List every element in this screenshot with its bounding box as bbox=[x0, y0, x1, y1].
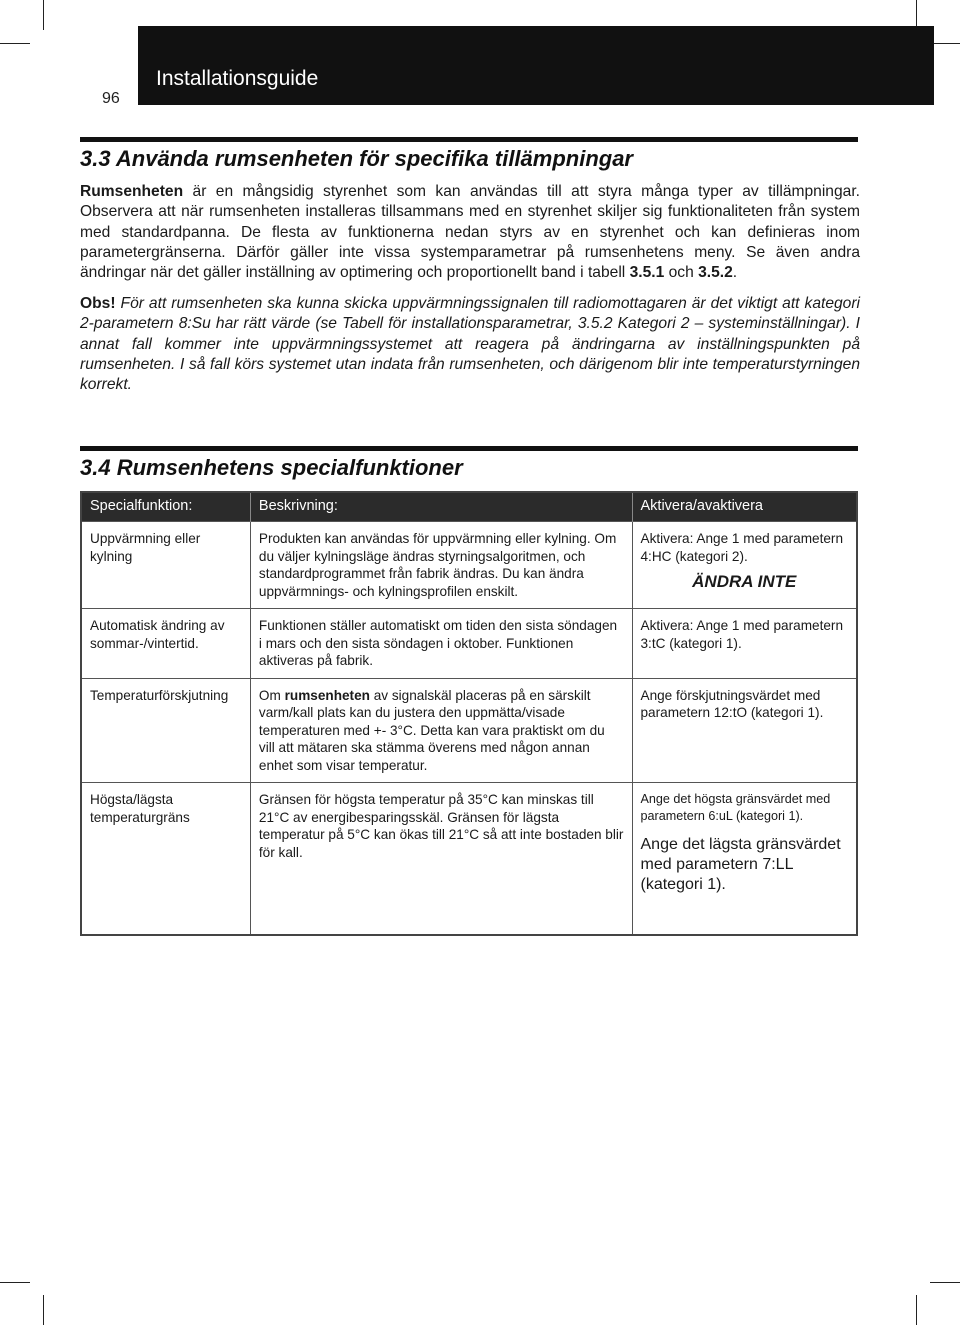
crop-mark bbox=[930, 43, 960, 44]
column-header: Beskrivning: bbox=[250, 492, 632, 522]
table-reference: 3.5.2 bbox=[698, 264, 733, 282]
obs-text: För att rumsenheten ska kunna skicka uppvärmningssignalen till radiomottagaren är det viktigt att kategori 2-parametern 8:Su har rätt värde (se Tabell för installationsparametrar, 3.5.2 Kategori 2 – systeminställningar). I annat fall kommer inte uppvärmningssystemet att reagera på ändringarna av inställningspunkten på rumsenheten. I så fall körs systemet utan indata från rumsenheten, och därigenom blir inte temperaturstyrningen korrekt. bbox=[80, 295, 860, 394]
table-row bbox=[81, 678, 857, 783]
section-rule bbox=[80, 137, 858, 142]
description-cell: Funktionen ställer automatiskt om tiden den sista söndagen i mars och den sista söndagen i oktober. Funktionen aktiveras på fabrik. bbox=[250, 609, 632, 679]
column-header: Aktivera/avaktivera bbox=[632, 492, 857, 522]
page-number: 96 bbox=[102, 90, 120, 107]
paragraph-text: . bbox=[732, 264, 738, 282]
column-header: Specialfunktion: bbox=[81, 492, 250, 522]
bold-term: Rumsenheten bbox=[80, 183, 184, 200]
table-row bbox=[81, 609, 857, 679]
crop-mark bbox=[43, 1295, 44, 1325]
table-row bbox=[81, 783, 857, 935]
activate-text-max: Ange det högsta gränsvärdet med parametern 6:uL (kategori 1). bbox=[640, 792, 831, 823]
header-title: Installationsguide bbox=[156, 67, 319, 90]
header-bar bbox=[138, 26, 934, 105]
section-heading-3-3: 3.3 Använda rumsenheten för specifika tillämpningar bbox=[80, 146, 633, 171]
activate-text-min: Ange det lägsta gränsvärdet med parametern 7:LL (kategori 1). bbox=[640, 836, 841, 893]
table-reference: 3.5.1 bbox=[629, 264, 665, 282]
paragraph-text: är en mångsidig styrenhet som kan användas till att styra många typer av tillämpningar. Observera att när rumsenheten installeras tillsammans med en styrenhet skiljer sig funktionaliteten från system med standardpanna. De flesta av funktionerna nedan styrs av en styrenhet och kan definieras inom parametergränserna. Därför gäller inte vissa systemparametrar på rumsenhetens meny. Se även andra ändringar när det gäller inställning av optimering och proportionellt band i tabell bbox=[80, 183, 860, 282]
crop-mark bbox=[43, 0, 44, 30]
activate-cell bbox=[632, 522, 857, 609]
obs-label: Obs! bbox=[80, 295, 116, 312]
crop-mark bbox=[0, 43, 30, 44]
warning-note: ÄNDRA INTE bbox=[692, 572, 797, 591]
bold-term: rumsenheten bbox=[284, 687, 370, 703]
section-rule bbox=[80, 446, 858, 451]
paragraph-text: och bbox=[664, 264, 699, 282]
crop-mark bbox=[930, 1282, 960, 1283]
obs-note bbox=[80, 294, 860, 395]
function-cell: Automatisk ändring av sommar-/vintertid. bbox=[81, 609, 250, 679]
section-3-3-paragraph bbox=[80, 182, 860, 283]
description-cell bbox=[250, 678, 632, 783]
crop-mark bbox=[0, 1282, 30, 1283]
activate-cell: Aktivera: Ange 1 med parametern 3:tC (kategori 1). bbox=[632, 609, 857, 679]
description-cell: Produkten kan användas för uppvärmning eller kylning. Om du väljer kylningsläge ändras styrningsalgoritmen, och standardprogrammet från fabrik ändras. Du kan ändra uppvärmnings- och kylningsprofilen enskilt. bbox=[250, 522, 632, 609]
activate-cell: Ange förskjutningsvärdet med parametern 12:tO (kategori 1). bbox=[632, 678, 857, 783]
description-cell: Gränsen för högsta temperatur på 35°C kan minskas till 21°C av energibesparingsskäl. Gränsen för lägsta temperatur på 5°C kan ökas till 21°C så att inte bostaden blir för kall. bbox=[250, 783, 632, 935]
activate-text: Aktivera: Ange 1 med parametern 4:HC (kategori 2). bbox=[640, 531, 844, 564]
activate-cell bbox=[632, 783, 857, 935]
table-row bbox=[81, 522, 857, 609]
table-header-row bbox=[81, 492, 857, 522]
function-cell: Temperaturförskjutning bbox=[81, 678, 250, 783]
function-cell: Högsta/lägsta temperaturgräns bbox=[81, 783, 250, 935]
description-text: Om bbox=[258, 687, 285, 703]
section-heading-3-4: 3.4 Rumsenhetens specialfunktioner bbox=[80, 455, 463, 480]
description-text: av signalskäl placeras på en särskilt varm/kall plats kan du justera den uppmätta/visade temperaturen med +- 3°C. Detta kan vara praktiskt om du vill att mätaren ska stämma överens med någon annan enhet som visar temperatur. bbox=[258, 687, 605, 773]
function-cell: Uppvärmning eller kylning bbox=[81, 522, 250, 609]
special-functions-table bbox=[80, 491, 858, 936]
crop-mark bbox=[916, 1295, 917, 1325]
